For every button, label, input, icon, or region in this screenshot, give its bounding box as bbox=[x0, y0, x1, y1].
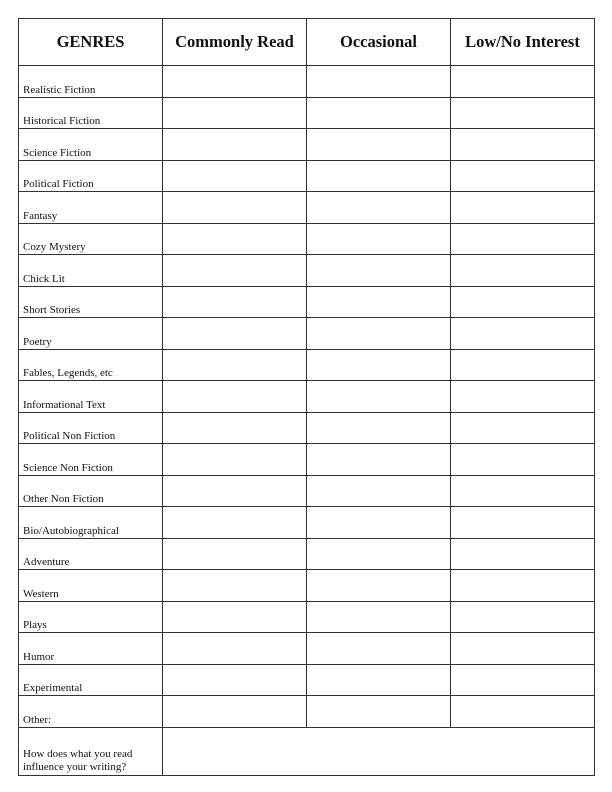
low-no-interest-cell[interactable] bbox=[451, 97, 595, 129]
occasional-cell[interactable] bbox=[307, 475, 451, 507]
occasional-cell[interactable] bbox=[307, 255, 451, 287]
occasional-cell[interactable] bbox=[307, 664, 451, 696]
low-no-interest-cell[interactable] bbox=[451, 412, 595, 444]
genre-label: Fantasy bbox=[19, 192, 163, 224]
question-row bbox=[19, 727, 595, 775]
low-no-interest-cell[interactable] bbox=[451, 538, 595, 570]
occasional-cell[interactable] bbox=[307, 444, 451, 476]
genre-label: Western bbox=[19, 570, 163, 602]
low-no-interest-cell[interactable] bbox=[451, 192, 595, 224]
low-no-interest-cell[interactable] bbox=[451, 507, 595, 539]
occasional-cell[interactable] bbox=[307, 97, 451, 129]
header-genres: GENRES bbox=[19, 19, 163, 66]
commonly-read-cell[interactable] bbox=[163, 570, 307, 602]
commonly-read-cell[interactable] bbox=[163, 97, 307, 129]
occasional-cell[interactable] bbox=[307, 286, 451, 318]
header-low-no-interest: Low/No Interest bbox=[451, 19, 595, 66]
genre-label: Realistic Fiction bbox=[19, 66, 163, 98]
table-row bbox=[19, 381, 595, 413]
genre-label: Bio/Autobiographical bbox=[19, 507, 163, 539]
table-row bbox=[19, 66, 595, 98]
commonly-read-cell[interactable] bbox=[163, 696, 307, 728]
table-row bbox=[19, 97, 595, 129]
occasional-cell[interactable] bbox=[307, 507, 451, 539]
genre-label: Short Stories bbox=[19, 286, 163, 318]
genre-label: Other: bbox=[19, 696, 163, 728]
genre-label: Science Non Fiction bbox=[19, 444, 163, 476]
genre-label: Adventure bbox=[19, 538, 163, 570]
table-row bbox=[19, 129, 595, 161]
table-row bbox=[19, 601, 595, 633]
low-no-interest-cell[interactable] bbox=[451, 570, 595, 602]
occasional-cell[interactable] bbox=[307, 381, 451, 413]
question-line-1: How does what you read bbox=[23, 747, 133, 760]
occasional-cell[interactable] bbox=[307, 129, 451, 161]
genre-label: Historical Fiction bbox=[19, 97, 163, 129]
occasional-cell[interactable] bbox=[307, 570, 451, 602]
table-row bbox=[19, 286, 595, 318]
low-no-interest-cell[interactable] bbox=[451, 129, 595, 161]
table-row bbox=[19, 444, 595, 476]
low-no-interest-cell[interactable] bbox=[451, 664, 595, 696]
table-row bbox=[19, 664, 595, 696]
table-row bbox=[19, 475, 595, 507]
genre-label: Informational Text bbox=[19, 381, 163, 413]
table-row bbox=[19, 192, 595, 224]
genre-label: Political Fiction bbox=[19, 160, 163, 192]
commonly-read-cell[interactable] bbox=[163, 475, 307, 507]
commonly-read-cell[interactable] bbox=[163, 601, 307, 633]
low-no-interest-cell[interactable] bbox=[451, 286, 595, 318]
commonly-read-cell[interactable] bbox=[163, 412, 307, 444]
commonly-read-cell[interactable] bbox=[163, 160, 307, 192]
genre-label: Political Non Fiction bbox=[19, 412, 163, 444]
occasional-cell[interactable] bbox=[307, 696, 451, 728]
commonly-read-cell[interactable] bbox=[163, 66, 307, 98]
occasional-cell[interactable] bbox=[307, 160, 451, 192]
commonly-read-cell[interactable] bbox=[163, 255, 307, 287]
low-no-interest-cell[interactable] bbox=[451, 381, 595, 413]
commonly-read-cell[interactable] bbox=[163, 286, 307, 318]
commonly-read-cell[interactable] bbox=[163, 633, 307, 665]
low-no-interest-cell[interactable] bbox=[451, 633, 595, 665]
genre-rows bbox=[19, 66, 595, 776]
table-row bbox=[19, 412, 595, 444]
genre-label: Fables, Legends, etc bbox=[19, 349, 163, 381]
commonly-read-cell[interactable] bbox=[163, 349, 307, 381]
occasional-cell[interactable] bbox=[307, 601, 451, 633]
table-row bbox=[19, 223, 595, 255]
commonly-read-cell[interactable] bbox=[163, 192, 307, 224]
table-row bbox=[19, 507, 595, 539]
occasional-cell[interactable] bbox=[307, 349, 451, 381]
low-no-interest-cell[interactable] bbox=[451, 255, 595, 287]
low-no-interest-cell[interactable] bbox=[451, 66, 595, 98]
occasional-cell[interactable] bbox=[307, 633, 451, 665]
genre-label: Poetry bbox=[19, 318, 163, 350]
genre-label: Science Fiction bbox=[19, 129, 163, 161]
question-answer-cell[interactable] bbox=[163, 727, 595, 775]
commonly-read-cell[interactable] bbox=[163, 507, 307, 539]
low-no-interest-cell[interactable] bbox=[451, 160, 595, 192]
low-no-interest-cell[interactable] bbox=[451, 601, 595, 633]
genre-label: Plays bbox=[19, 601, 163, 633]
table-row bbox=[19, 570, 595, 602]
low-no-interest-cell[interactable] bbox=[451, 223, 595, 255]
commonly-read-cell[interactable] bbox=[163, 444, 307, 476]
table-row bbox=[19, 696, 595, 728]
genre-label: Chick Lit bbox=[19, 255, 163, 287]
table-row bbox=[19, 538, 595, 570]
low-no-interest-cell[interactable] bbox=[451, 696, 595, 728]
genre-label: Experimental bbox=[19, 664, 163, 696]
question-line-2: influence your writing? bbox=[23, 760, 127, 773]
low-no-interest-cell[interactable] bbox=[451, 475, 595, 507]
commonly-read-cell[interactable] bbox=[163, 381, 307, 413]
header-row bbox=[19, 19, 595, 66]
question-label bbox=[19, 727, 163, 775]
genre-preference-table bbox=[18, 18, 595, 776]
occasional-cell[interactable] bbox=[307, 192, 451, 224]
commonly-read-cell[interactable] bbox=[163, 223, 307, 255]
header-occasional: Occasional bbox=[307, 19, 451, 66]
table-row bbox=[19, 349, 595, 381]
low-no-interest-cell[interactable] bbox=[451, 349, 595, 381]
occasional-cell[interactable] bbox=[307, 66, 451, 98]
low-no-interest-cell[interactable] bbox=[451, 444, 595, 476]
commonly-read-cell[interactable] bbox=[163, 538, 307, 570]
table-row bbox=[19, 160, 595, 192]
occasional-cell[interactable] bbox=[307, 538, 451, 570]
genre-label: Cozy Mystery bbox=[19, 223, 163, 255]
occasional-cell[interactable] bbox=[307, 223, 451, 255]
commonly-read-cell[interactable] bbox=[163, 664, 307, 696]
occasional-cell[interactable] bbox=[307, 412, 451, 444]
table-row bbox=[19, 633, 595, 665]
commonly-read-cell[interactable] bbox=[163, 318, 307, 350]
genre-label: Humor bbox=[19, 633, 163, 665]
table-row bbox=[19, 255, 595, 287]
header-commonly-read: Commonly Read bbox=[163, 19, 307, 66]
commonly-read-cell[interactable] bbox=[163, 129, 307, 161]
genre-label: Other Non Fiction bbox=[19, 475, 163, 507]
occasional-cell[interactable] bbox=[307, 318, 451, 350]
low-no-interest-cell[interactable] bbox=[451, 318, 595, 350]
table-row bbox=[19, 318, 595, 350]
